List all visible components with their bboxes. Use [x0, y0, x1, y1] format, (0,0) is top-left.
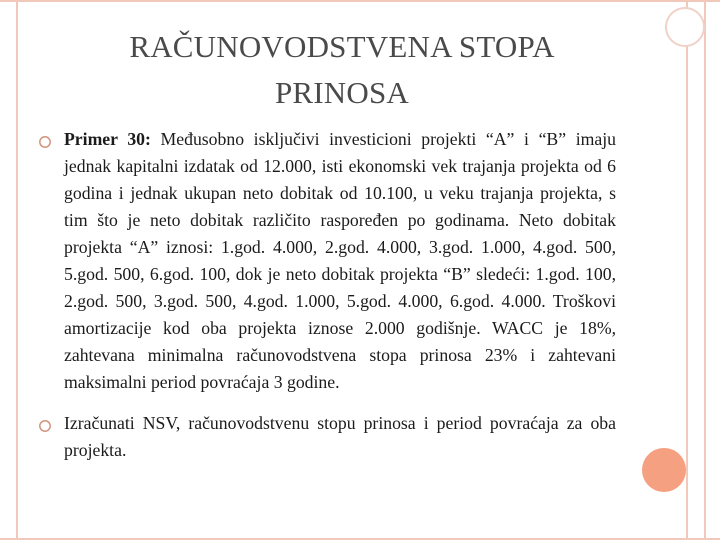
- slide-border-left: [16, 0, 18, 540]
- slide-title: [40, 24, 644, 116]
- title-line-1: RAČUNOVODSTVENA STOPA: [129, 29, 555, 64]
- circle-bullet-icon: [37, 134, 53, 150]
- task-paragraph: Izračunati NSV, računovodstvenu stopu prinosa i period povraćaja za oba projekta.: [64, 413, 616, 460]
- title-line-2: PRINOSA: [274, 75, 410, 110]
- example-label: Primer 30:: [64, 129, 151, 149]
- decorative-ring-icon: [665, 7, 705, 47]
- slide-border-right-outer: [704, 0, 706, 540]
- example-paragraph: [64, 126, 616, 396]
- bullet-item-task: [30, 410, 616, 464]
- slide-content: [30, 126, 616, 478]
- example-text: Međusobno isključivi investicioni projekti “A” i “B” imaju jednak kapitalni izdatak od 12.000, isti ekonomski vek trajanja projekta od 6 godina i jednak ukupan neto dobitak od 10.100, u veku trajanja projekta, s tim što je neto dobitak različito raspoređen po godinama. Neto dobitak projekta “A” iznosi: 1.god. 4.000, 2.god. 4.000, 3.god. 1.000, 4.god. 500, 5.god. 500, 6.god. 100, dok je neto dobitak projekta “B” sledeći: 1.god. 100, 2.god. 500, 3.god. 500, 4.god. 1.000, 5.god. 4.000, 6.god. 4.000. Troškovi amortizacije kod oba projekta iznose 2.000 godišnje. WACC je 18%, zahtevana minimalna računovodstvena stopa prinosa 23% i zahtevani maksimalni period povraćaja 3 godine.: [64, 129, 616, 392]
- slide-border-top: [0, 0, 720, 2]
- bullet-item-example: [30, 126, 616, 396]
- decorative-circle-icon: [642, 448, 686, 492]
- slide-border-right-inner: [686, 0, 688, 540]
- circle-bullet-icon: [37, 418, 53, 434]
